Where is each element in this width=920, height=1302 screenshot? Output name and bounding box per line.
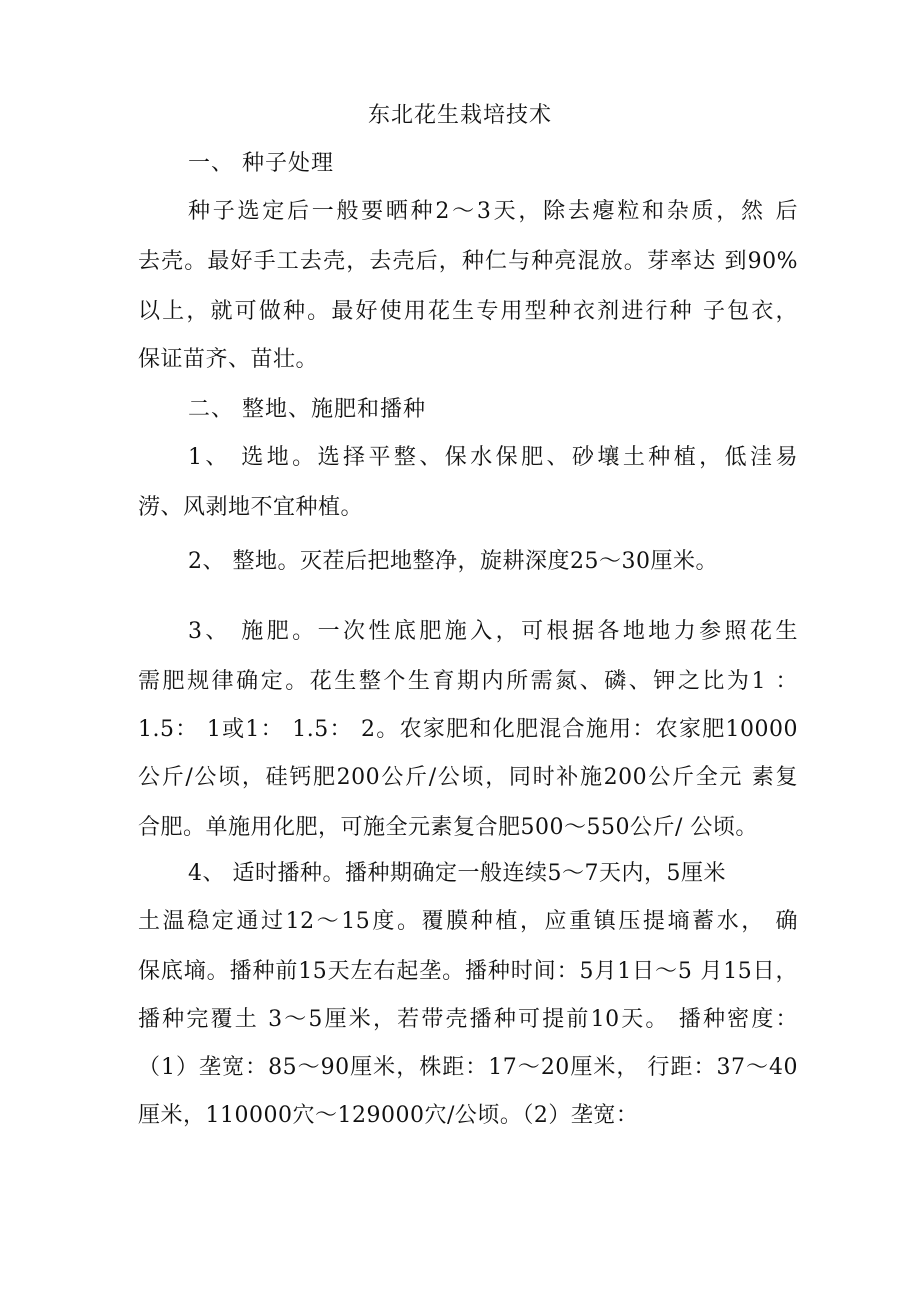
document-title: 东北花生栽培技术 — [367, 103, 552, 128]
paragraph-line: 种子选定后一般要晒种2～3天，除去瘪粒和杂质，然 后 — [188, 199, 798, 224]
paragraph-line: 合肥。单施用化肥，可施全元素复合肥500～550公斤/ 公顷。 — [138, 815, 758, 840]
paragraph-line: 涝、风剥地不宜种植。 — [138, 495, 364, 520]
paragraph-line: 保证苗齐、苗壮。 — [138, 347, 319, 372]
paragraph-line: 以上，就可做种。最好使用花生专用型种衣剂进行种 子包衣， — [138, 299, 798, 324]
paragraph-line: 4、 适时播种。播种期确定一般连续5～7天内，5厘米 — [188, 861, 726, 886]
paragraph-line: 公斤/公顷，硅钙肥200公斤/公顷，同时补施200公斤全元 素复 — [138, 765, 798, 790]
section-heading-seed-treatment: 一、 种子处理 — [188, 151, 334, 176]
paragraph-line: 土温稳定通过12～15度。覆膜种植，应重镇压提墒蓄水， 确 — [138, 909, 798, 934]
paragraph-line: 播种完覆土 3～5厘米，若带壳播种可提前10天。 播种密度： — [138, 1007, 798, 1032]
paragraph-line: 3、 施肥。一次性底肥施入，可根据各地地力参照花生 — [188, 619, 798, 644]
paragraph-line: 1、 选地。选择平整、保水保肥、砂壤土种植，低洼易 — [188, 445, 798, 470]
section-heading-land-preparation: 二、 整地、施肥和播种 — [188, 397, 426, 422]
paragraph-line: 需肥规律确定。花生整个生育期内所需氮、磷、钾之比为1 ： — [138, 669, 798, 694]
paragraph-line: 保底墒。播种前15天左右起垄。播种时间：5月1日～5 月15日， — [138, 959, 798, 984]
paragraph-line: 1.5： 1或1： 1.5： 2。农家肥和化肥混合施用：农家肥10000 — [138, 717, 798, 742]
paragraph-line: 2、 整地。灭茬后把地整净，旋耕深度25～30厘米。 — [188, 549, 718, 574]
paragraph-line: 厘米，110000穴～129000穴/公顷。（2）垄宽： — [138, 1103, 639, 1128]
paragraph-line: 去壳。最好手工去壳，去壳后，种仁与种亮混放。芽率达 到90% — [138, 249, 798, 274]
paragraph-line: （1）垄宽：85～90厘米，株距：17～20厘米， 行距：37～40 — [138, 1055, 798, 1080]
